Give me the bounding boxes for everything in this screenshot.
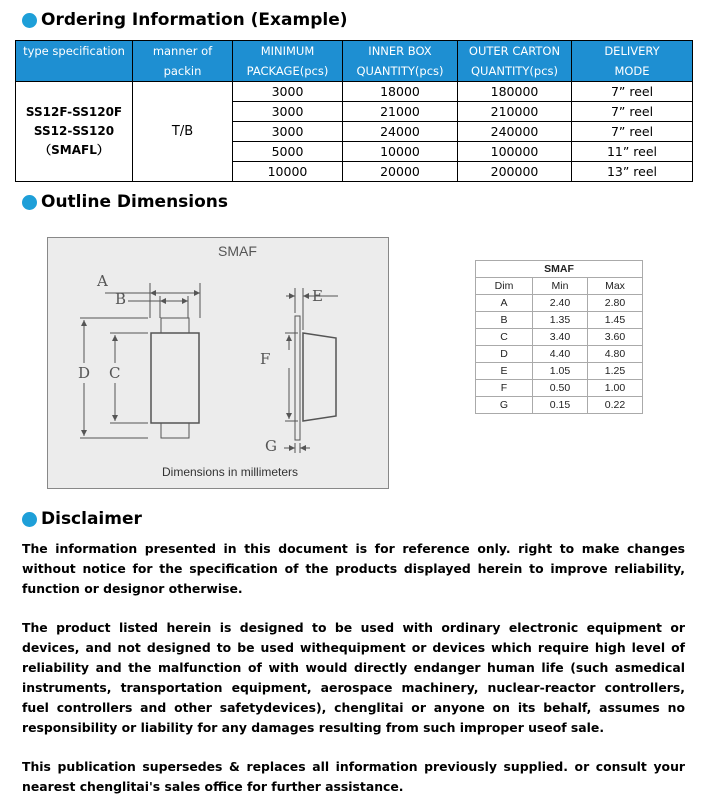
dimensions-cell: 4.80 — [588, 346, 643, 363]
ordering-cell: 3000 — [233, 82, 343, 102]
ordering-cell: 24000 — [343, 122, 458, 142]
dim-label-e: E — [312, 287, 323, 305]
ordering-cell: 7” reel — [572, 122, 693, 142]
ordering-cell: 100000 — [458, 142, 572, 162]
ordering-cell: 10000 — [343, 142, 458, 162]
dimensions-cell: F — [476, 380, 533, 397]
ordering-cell: 18000 — [343, 82, 458, 102]
header-type-spec — [16, 41, 133, 82]
dim-label-g: G — [265, 437, 277, 455]
dim-label-b: B — [115, 290, 127, 308]
dim-label-a: A — [97, 272, 108, 290]
dimensions-cell: 1.45 — [588, 312, 643, 329]
dimensions-cell: A — [476, 295, 533, 312]
dimensions-row — [476, 380, 643, 397]
dimensions-cell: 2.80 — [588, 295, 643, 312]
header-minimum-package — [233, 41, 343, 82]
dimensions-cell: 3.40 — [533, 329, 588, 346]
dimensions-cell: 3.60 — [588, 329, 643, 346]
type-spec-cell — [16, 82, 133, 182]
header-line: manner of — [152, 44, 213, 58]
ordering-cell: 10000 — [233, 162, 343, 182]
disclaimer-paragraph-3: This publication supersedes & replaces all information previously supplied. or consult your nearest chenglitai's sales office for further assistance. — [22, 759, 685, 794]
dimensions-cell: 2.40 — [533, 295, 588, 312]
dimensions-cell: 4.40 — [533, 346, 588, 363]
dimensions-cell: G — [476, 397, 533, 414]
drawing-package-label: SMAF — [218, 243, 257, 259]
lead-bottom — [161, 423, 189, 438]
ordering-cell: 7” reel — [572, 82, 693, 102]
type-spec-line: （SMAFL） — [39, 143, 109, 157]
ordering-cell: 180000 — [458, 82, 572, 102]
header-inner-box — [343, 41, 458, 82]
ordering-cell: 3000 — [233, 122, 343, 142]
ordering-cell: 20000 — [343, 162, 458, 182]
dimensions-row — [476, 363, 643, 380]
drawing-caption: Dimensions in millimeters — [162, 465, 299, 479]
ordering-table — [15, 40, 693, 182]
ordering-table-body — [16, 82, 693, 182]
lead-top — [161, 318, 189, 333]
header-line: type specification — [23, 44, 125, 58]
type-spec-line: SS12F-SS120F — [25, 105, 123, 119]
dim-label-d: D — [78, 364, 91, 382]
ordering-cell: 240000 — [458, 122, 572, 142]
header-line: packin — [163, 64, 202, 78]
dimensions-row — [476, 329, 643, 346]
dimensions-header-max: Max — [588, 278, 643, 295]
dimensions-table — [475, 260, 643, 414]
header-line: QUANTITY(pcs) — [471, 64, 558, 78]
dimensions-cell: 0.22 — [588, 397, 643, 414]
bullet-dot-icon — [22, 13, 37, 28]
ordering-cell: 210000 — [458, 102, 572, 122]
disclaimer-title: Disclaimer — [41, 509, 142, 529]
ordering-section-heading — [22, 10, 348, 30]
dimensions-cell: 1.00 — [588, 380, 643, 397]
dim-label-c: C — [109, 364, 121, 382]
dimensions-row — [476, 295, 643, 312]
dimensions-cell: C — [476, 329, 533, 346]
disclaimer-paragraph-1: The information presented in this document is for reference only. right to make changes without notice for the specification of the products displayed herein to improve reliability, function or designor otherwise. — [22, 541, 685, 596]
dimensions-header-dim: Dim — [476, 278, 533, 295]
dimensions-header-min: Min — [533, 278, 588, 295]
ordering-header-row — [16, 41, 693, 82]
dimensions-cell: 0.15 — [533, 397, 588, 414]
package-body-side — [303, 333, 336, 421]
ordering-cell: 13” reel — [572, 162, 693, 182]
header-line: MINIMUM — [260, 44, 315, 58]
dimensions-title-row — [476, 261, 643, 278]
manner-cell: T/B — [133, 82, 233, 182]
package-outline-drawing — [47, 237, 389, 489]
dimensions-table-body — [476, 261, 643, 414]
dimensions-cell: B — [476, 312, 533, 329]
dimensions-header-row — [476, 278, 643, 295]
header-line: OUTER CARTON — [468, 44, 561, 58]
header-manner — [133, 41, 233, 82]
dimensions-cell: 1.25 — [588, 363, 643, 380]
header-line: DELIVERY — [604, 44, 660, 58]
disclaimer-paragraph-2: The product listed herein is designed to be used with ordinary electronic equipment or devices, and not designed to be used withequipment or devices which require high level of reliability and the malfunction of with would directly endanger human life (such asmedical instruments, transportation equipment, aerospace machinery, nuclear-reactor controllers, fuel controllers and other safetydevices), chenglitai or anyone on its behalf, assumes no responsibility or liability for any damages resulting from such improper useof sale. — [22, 620, 685, 735]
header-delivery-mode — [572, 41, 693, 82]
package-body-front — [151, 333, 199, 423]
ordering-cell: 200000 — [458, 162, 572, 182]
dimensions-cell: 1.35 — [533, 312, 588, 329]
dimensions-cell: D — [476, 346, 533, 363]
dimensions-cell: E — [476, 363, 533, 380]
ordering-cell: 7” reel — [572, 102, 693, 122]
header-outer-carton — [458, 41, 572, 82]
dimensions-row — [476, 346, 643, 363]
ordering-row — [16, 82, 693, 102]
dimensions-cell: 1.05 — [533, 363, 588, 380]
outline-title: Outline Dimensions — [41, 192, 229, 212]
bullet-dot-icon — [22, 195, 37, 210]
header-line: MODE — [614, 64, 650, 78]
ordering-cell: 3000 — [233, 102, 343, 122]
dimensions-row — [476, 312, 643, 329]
type-spec-line: SS12-SS120 — [33, 124, 115, 138]
dimensions-cell: 0.50 — [533, 380, 588, 397]
ordering-cell: 11” reel — [572, 142, 693, 162]
ordering-cell: 5000 — [233, 142, 343, 162]
ordering-cell: 21000 — [343, 102, 458, 122]
header-line: QUANTITY(pcs) — [356, 64, 444, 78]
disclaimer-section-heading — [22, 509, 142, 529]
bullet-dot-icon — [22, 512, 37, 527]
header-line: PACKAGE(pcs) — [246, 64, 329, 78]
dim-label-f: F — [260, 350, 271, 368]
ordering-title: Ordering Information (Example) — [41, 10, 348, 30]
outline-section-heading — [22, 192, 228, 212]
header-line: INNER BOX — [368, 44, 432, 58]
dimensions-row — [476, 397, 643, 414]
dimensions-package-label: SMAF — [476, 261, 643, 278]
